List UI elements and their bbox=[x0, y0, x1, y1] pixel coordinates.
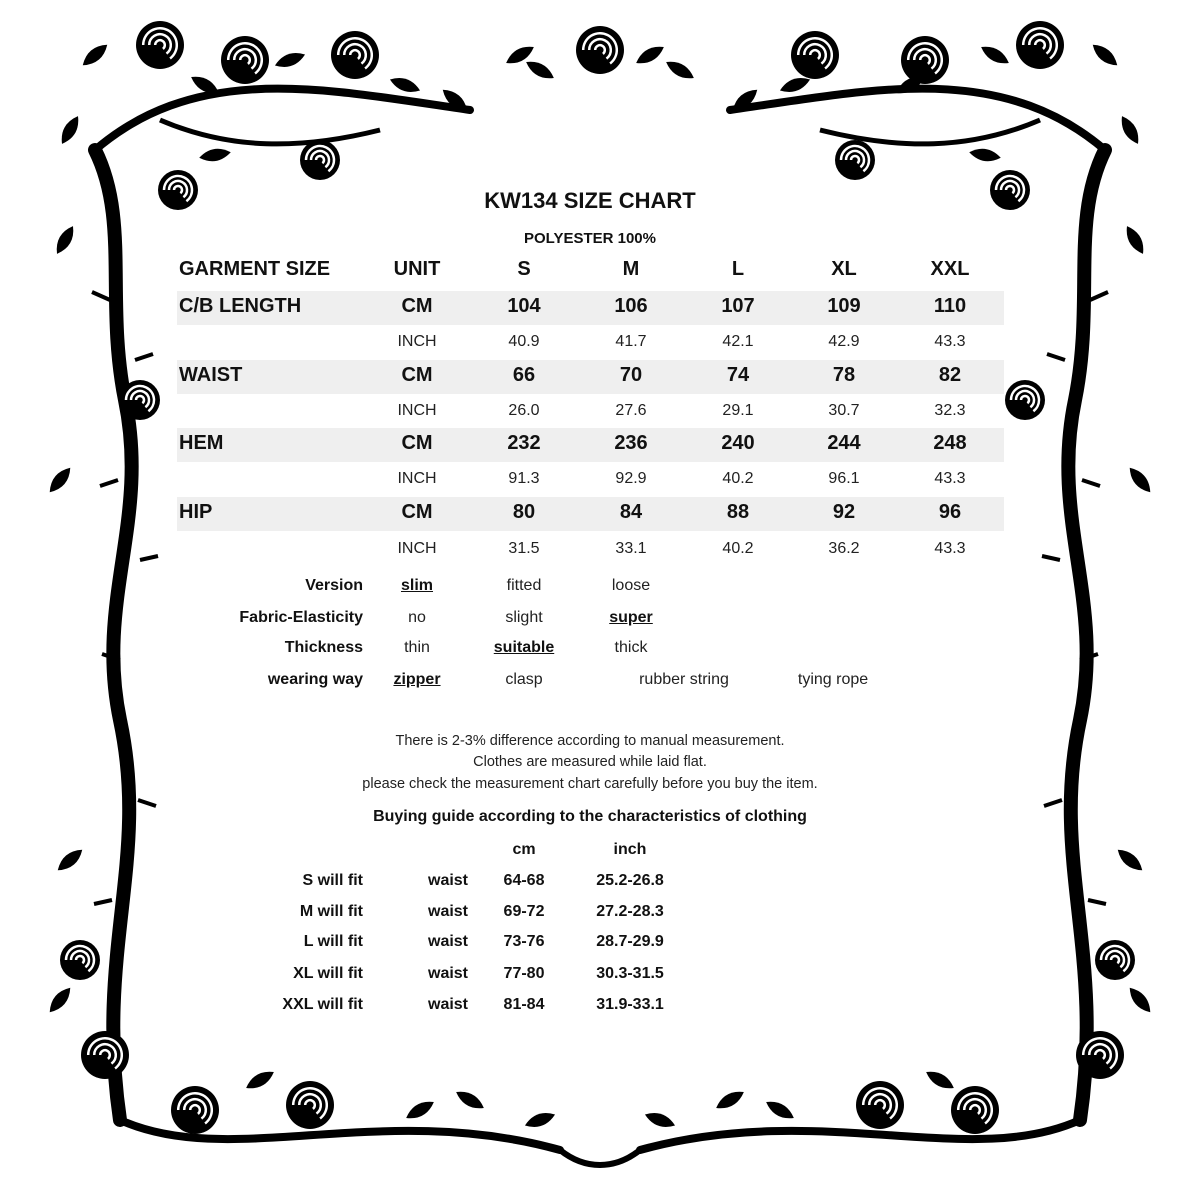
leaf-icon bbox=[273, 49, 307, 71]
leaf-icon bbox=[45, 984, 75, 1016]
leaf-icon bbox=[1117, 113, 1143, 147]
leaf-icon bbox=[388, 74, 422, 96]
chart-title: KW134 SIZE CHART bbox=[484, 188, 696, 213]
unit-cm: CM bbox=[401, 364, 433, 386]
inch-value: 42.1 bbox=[722, 333, 754, 350]
leaf-icon bbox=[1125, 984, 1155, 1016]
cm-value: 244 bbox=[827, 432, 861, 454]
inch-value: 40.2 bbox=[722, 470, 754, 487]
guide-cm-range: 69-72 bbox=[503, 903, 545, 920]
rose-icon bbox=[120, 380, 160, 420]
rose-icon bbox=[1076, 1031, 1124, 1079]
rose-icon bbox=[331, 31, 379, 79]
leaf-icon bbox=[45, 464, 75, 496]
rose-icon bbox=[136, 21, 184, 69]
guide-inch-range: 28.7-29.9 bbox=[596, 933, 664, 950]
cm-value: 82 bbox=[938, 364, 962, 386]
guide-size: M will fit bbox=[299, 903, 363, 920]
header-m: M bbox=[622, 258, 640, 280]
rose-icon bbox=[835, 140, 875, 180]
row-label: HIP bbox=[179, 501, 213, 523]
guide-part: waist bbox=[427, 933, 469, 950]
note-line: There is 2-3% difference according to manual measurement. bbox=[395, 733, 785, 749]
leaf-icon bbox=[713, 1087, 747, 1113]
rose-icon bbox=[81, 1031, 129, 1079]
cm-value: 84 bbox=[619, 501, 643, 523]
leaf-icon bbox=[1125, 464, 1155, 496]
inch-value: 43.3 bbox=[934, 333, 966, 350]
attribute-option-selected: super bbox=[609, 609, 653, 626]
cm-value: 92 bbox=[832, 501, 856, 523]
cm-value: 104 bbox=[507, 295, 541, 317]
rose-icon bbox=[1016, 21, 1064, 69]
attribute-option: slight bbox=[505, 609, 543, 626]
inch-value: 32.3 bbox=[934, 402, 966, 419]
inch-value: 33.1 bbox=[615, 540, 647, 557]
cm-value: 106 bbox=[614, 295, 648, 317]
cm-value: 110 bbox=[933, 295, 967, 317]
leaf-icon bbox=[923, 1067, 957, 1093]
unit-inch: INCH bbox=[397, 333, 437, 350]
cm-value: 78 bbox=[832, 364, 856, 386]
rose-icon bbox=[171, 1086, 219, 1134]
leaf-icon bbox=[54, 845, 86, 875]
cm-value: 66 bbox=[512, 364, 536, 386]
leaf-icon bbox=[198, 146, 232, 163]
cm-value: 74 bbox=[726, 364, 750, 386]
attribute-option: fitted bbox=[506, 577, 542, 594]
guide-inch-range: 30.3-31.5 bbox=[596, 965, 664, 982]
top-right-branch bbox=[730, 89, 1105, 150]
cm-value: 240 bbox=[721, 432, 755, 454]
row-label: WAIST bbox=[179, 364, 243, 386]
attribute-option: thin bbox=[404, 639, 430, 656]
attribute-option: thick bbox=[614, 639, 648, 656]
leaf-icon bbox=[1089, 40, 1121, 70]
guide-col-inch: inch bbox=[613, 841, 647, 858]
guide-inch-range: 25.2-26.8 bbox=[596, 872, 664, 889]
header-unit: UNIT bbox=[393, 258, 441, 280]
top-left-twig bbox=[160, 120, 380, 144]
leaf-icon bbox=[453, 1087, 487, 1113]
header-s: S bbox=[517, 258, 531, 280]
attribute-option-selected: slim bbox=[400, 577, 434, 594]
inch-value: 96.1 bbox=[828, 470, 860, 487]
guide-part: waist bbox=[427, 903, 469, 920]
header-xl: XL bbox=[831, 258, 857, 280]
material-label: POLYESTER 100% bbox=[523, 230, 656, 247]
rose-icon bbox=[221, 36, 269, 84]
rose-icon bbox=[1095, 940, 1135, 980]
leaf-icon bbox=[57, 113, 83, 147]
attribute-label: Thickness bbox=[284, 639, 363, 656]
inch-value: 26.0 bbox=[508, 402, 540, 419]
guide-size: XL will fit bbox=[293, 965, 363, 982]
leaf-icon bbox=[643, 1109, 677, 1131]
inch-value: 30.7 bbox=[828, 402, 860, 419]
attribute-option: no bbox=[408, 609, 426, 626]
cm-value: 232 bbox=[507, 432, 541, 454]
rose-icon bbox=[286, 1081, 334, 1129]
bottom-center-curl bbox=[560, 1150, 640, 1165]
top-left-branch bbox=[95, 89, 470, 150]
guide-part: waist bbox=[427, 965, 469, 982]
rose-icon bbox=[1005, 380, 1045, 420]
unit-cm: CM bbox=[401, 501, 433, 523]
guide-part: waist bbox=[427, 996, 469, 1013]
rose-icon bbox=[856, 1081, 904, 1129]
unit-cm: CM bbox=[401, 295, 433, 317]
unit-inch: INCH bbox=[397, 470, 437, 487]
cm-value: 248 bbox=[933, 432, 967, 454]
attribute-label: Fabric-Elasticity bbox=[239, 609, 363, 626]
guide-cm-range: 81-84 bbox=[503, 996, 545, 1013]
cm-value: 236 bbox=[614, 432, 648, 454]
inch-value: 91.3 bbox=[508, 470, 540, 487]
attribute-option: clasp bbox=[505, 671, 543, 688]
attribute-option-selected: suitable bbox=[493, 639, 555, 656]
attribute-option: tying rope bbox=[797, 671, 869, 688]
attribute-label: Version bbox=[305, 577, 363, 594]
leaf-icon bbox=[633, 42, 667, 68]
attribute-label: wearing way bbox=[267, 671, 363, 688]
guide-cm-range: 77-80 bbox=[503, 965, 545, 982]
inch-value: 41.7 bbox=[615, 333, 647, 350]
inch-value: 29.1 bbox=[722, 402, 754, 419]
guide-size: L will fit bbox=[303, 933, 363, 950]
cm-value: 80 bbox=[512, 501, 536, 523]
leaf-icon bbox=[763, 1097, 797, 1123]
note-line: Clothes are measured while laid flat. bbox=[473, 754, 707, 770]
leaf-icon bbox=[523, 1109, 557, 1131]
guide-part: waist bbox=[427, 872, 469, 889]
guide-inch-range: 31.9-33.1 bbox=[596, 996, 664, 1013]
guide-size: XXL will fit bbox=[282, 996, 363, 1013]
leaf-icon bbox=[79, 40, 111, 70]
cm-value: 88 bbox=[726, 501, 750, 523]
guide-cm-range: 64-68 bbox=[503, 872, 545, 889]
leaf-icon bbox=[978, 42, 1012, 68]
cm-value: 96 bbox=[938, 501, 962, 523]
unit-cm: CM bbox=[401, 432, 433, 454]
rose-icon bbox=[951, 1086, 999, 1134]
cm-value: 109 bbox=[827, 295, 861, 317]
leaf-icon bbox=[403, 1097, 437, 1123]
inch-value: 43.3 bbox=[934, 540, 966, 557]
guide-inch-range: 27.2-28.3 bbox=[596, 903, 664, 920]
inch-value: 40.2 bbox=[722, 540, 754, 557]
leaf-icon bbox=[663, 57, 697, 83]
row-label: C/B LENGTH bbox=[179, 295, 302, 317]
attribute-option: rubber string bbox=[639, 671, 729, 688]
leaf-icon bbox=[1114, 845, 1146, 875]
inch-value: 36.2 bbox=[828, 540, 860, 557]
inch-value: 92.9 bbox=[615, 470, 647, 487]
rose-icon bbox=[901, 36, 949, 84]
inch-value: 27.6 bbox=[615, 402, 647, 419]
inch-value: 40.9 bbox=[508, 333, 540, 350]
leaf-icon bbox=[523, 57, 557, 83]
rose-icon bbox=[576, 26, 624, 74]
rose-icon bbox=[60, 940, 100, 980]
rose-icon bbox=[791, 31, 839, 79]
leaf-icon bbox=[243, 1067, 277, 1093]
header-xxl: XXL bbox=[930, 258, 970, 280]
header-l: L bbox=[731, 258, 745, 280]
attribute-option-selected: zipper bbox=[393, 671, 441, 688]
unit-inch: INCH bbox=[397, 402, 437, 419]
bottom-right-branch bbox=[640, 1120, 1080, 1150]
buying-guide-title: Buying guide according to the characteristics of clothing bbox=[373, 808, 807, 825]
attribute-option: loose bbox=[611, 577, 651, 594]
cm-value: 70 bbox=[619, 364, 643, 386]
unit-inch: INCH bbox=[397, 540, 437, 557]
note-line: please check the measurement chart carefully before you buy the item. bbox=[362, 776, 818, 792]
inch-value: 31.5 bbox=[508, 540, 540, 557]
guide-col-cm: cm bbox=[512, 841, 536, 858]
inch-value: 43.3 bbox=[934, 470, 966, 487]
guide-size: S will fit bbox=[302, 872, 363, 889]
leaf-icon bbox=[968, 146, 1002, 163]
rose-icon bbox=[300, 140, 340, 180]
row-label: HEM bbox=[179, 432, 224, 454]
inch-value: 42.9 bbox=[828, 333, 860, 350]
guide-cm-range: 73-76 bbox=[503, 933, 545, 950]
cm-value: 107 bbox=[721, 295, 755, 317]
header-garment-size: GARMENT SIZE bbox=[179, 258, 331, 280]
